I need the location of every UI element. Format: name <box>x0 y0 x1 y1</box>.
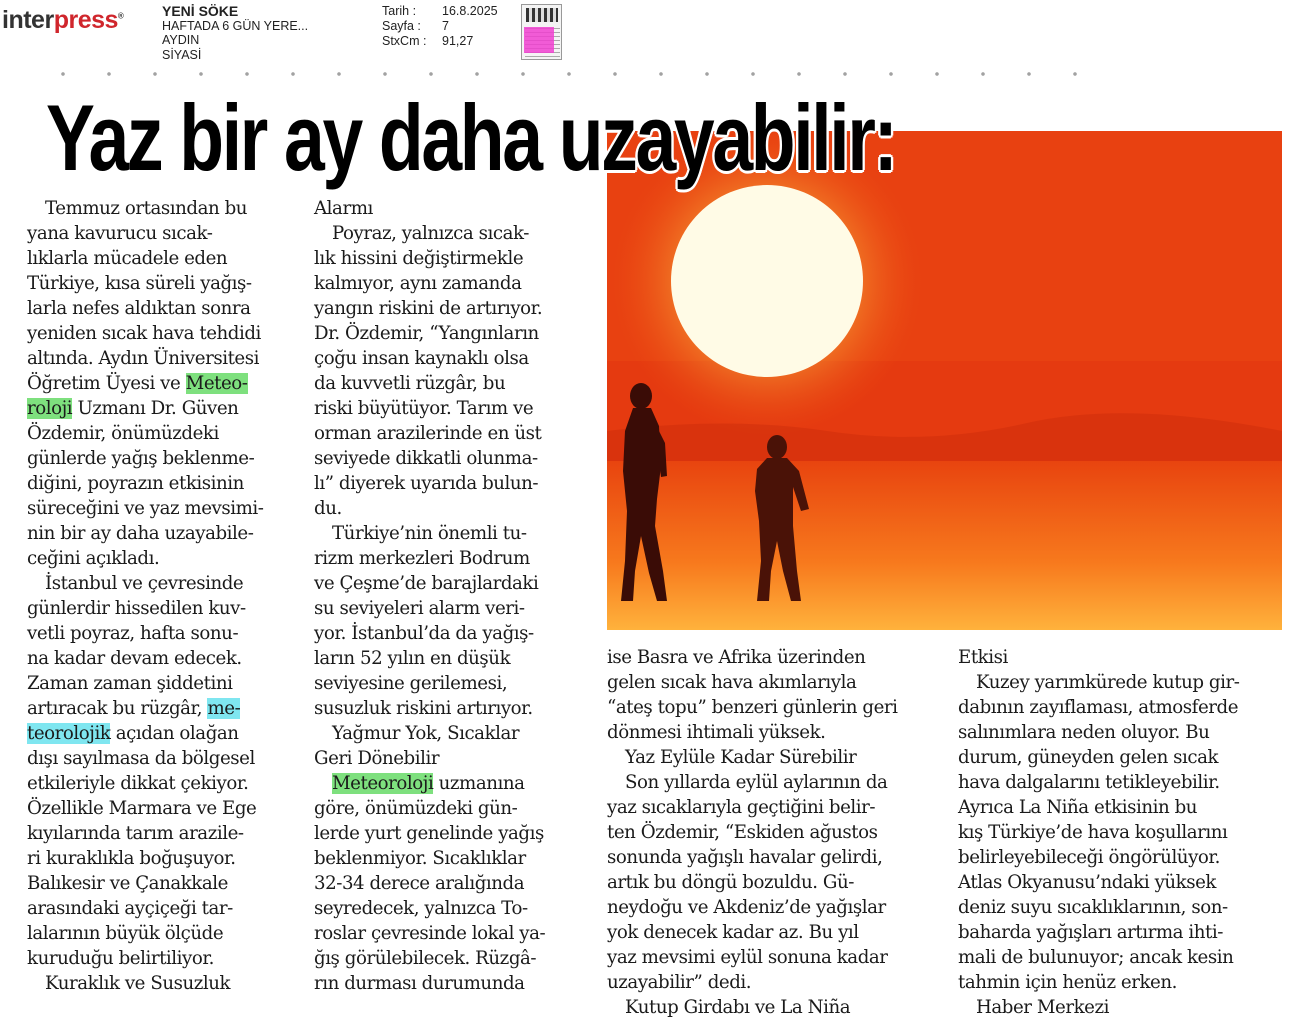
article-line: sonunda yağışlı havalar gelirdi, <box>607 847 883 868</box>
stxcm-label: StxCm : <box>382 34 427 48</box>
publication-city: AYDIN <box>162 33 200 47</box>
article-line: Türkiye’nin önemli tu- <box>332 523 527 544</box>
article-line: yaz sıcaklarıyla geçtiğini belir- <box>607 797 876 818</box>
clipped-previous-article-edge <box>40 68 1100 80</box>
article-line: İstanbul ve çevresinde <box>45 573 244 594</box>
article-line: “ateş topu” benzeri günlerin geri <box>607 697 898 718</box>
article-line: yaz mevsimi eylül sonuna kadar <box>607 947 888 968</box>
article-column-4 <box>958 645 1293 1020</box>
article-line: günlerdir hissedilen kuv- <box>27 598 246 619</box>
article-line: artıracak bu rüzgâr, me- <box>27 698 241 719</box>
article-line: 32-34 derece aralığında <box>314 873 525 894</box>
article-line: Dr. Özdemir, “Yangınların <box>314 323 539 344</box>
article-column-3 <box>607 645 942 1020</box>
article-line: süreceğini ve yaz mevsimi- <box>27 498 264 519</box>
article-line: Kuzey yarımkürede kutup gir- <box>976 672 1240 693</box>
article-line: teorolojik açıdan olağan <box>27 723 239 744</box>
article-line: Geri Dönebilir <box>314 748 440 769</box>
date-label: Tarih : <box>382 4 417 18</box>
article-line: lık hissini değiştirmekle <box>314 248 524 269</box>
clipping-info <box>382 4 532 49</box>
article-line: yeniden sıcak hava tehdidi <box>27 323 261 344</box>
article-line: göre, önümüzdeki gün- <box>314 798 518 819</box>
article-line: ceğini açıkladı. <box>27 548 160 569</box>
article-line: Meteoroloji uzmanına <box>332 773 525 794</box>
article-line: Zaman zaman şiddetini <box>27 673 233 694</box>
article-line: ten Özdemir, “Eskiden ağustos <box>607 822 878 843</box>
article-line: kalmıyor, aynı zamanda <box>314 273 522 294</box>
article-line: seyredecek, yalnızca To- <box>314 898 528 919</box>
article-line: roslar çevresinde lokal ya- <box>314 923 546 944</box>
article-line: Özdemir, önümüzdeki <box>27 423 219 444</box>
article-line: salınımlara neden oluyor. Bu <box>958 722 1210 743</box>
thumbnail-figures <box>526 8 558 22</box>
sunset-two-silhouettes-photo <box>607 131 1282 630</box>
highlighted-keyword: me- <box>207 698 241 719</box>
date-value: 16.8.2025 <box>442 4 498 18</box>
article-line: susuzluk riskini artırıyor. <box>314 698 533 719</box>
article-line: kıyılarında tarım arazile- <box>27 823 244 844</box>
article-line: lıklarla mücadele eden <box>27 248 228 269</box>
article-line: Özellikle Marmara ve Ege <box>27 798 257 819</box>
article-line: ri kuraklıkla boğuşuyor. <box>27 848 236 869</box>
article-line: arasındaki ayçiçeği tar- <box>27 898 233 919</box>
highlighted-keyword: teorolojik <box>27 723 111 744</box>
article-line: Temmuz ortasından bu <box>45 198 248 219</box>
article-line: lalarının büyük ölçüde <box>27 923 224 944</box>
article-line: da kuvvetli rüzgâr, bu <box>314 373 506 394</box>
article-line: yana kavurucu sıcak- <box>27 223 213 244</box>
article-line: su seviyeleri alarm veri- <box>314 598 525 619</box>
stxcm-value: 91,27 <box>442 34 474 48</box>
page-label: Sayfa : <box>382 19 421 33</box>
article-line: Haber Merkezi <box>976 997 1109 1018</box>
article-line: dışı sayılmasa da bölgesel <box>27 748 255 769</box>
article-column-2 <box>314 196 594 996</box>
article-line: ve Çeşme’de barajlardaki <box>314 573 539 594</box>
photo-illustration <box>607 131 1282 630</box>
article-line: Etkisi <box>958 647 1008 668</box>
article-line: vetli poyraz, hafta sonu- <box>27 623 239 644</box>
article-line: kış Türkiye’de hava koşullarını <box>958 822 1228 843</box>
article-line: artık bu döngü bozuldu. Gü- <box>607 872 854 893</box>
page-value: 7 <box>442 19 449 33</box>
article-line: Yağmur Yok, Sıcaklar <box>332 723 520 744</box>
publication-category: SİYASİ <box>162 47 202 62</box>
article-line: yangın riskini de artırıyor. <box>314 298 543 319</box>
article-line: Kuraklık ve Susuzluk <box>45 973 231 994</box>
highlighted-keyword: Meteo- <box>185 373 248 394</box>
highlighted-keyword: roloji <box>27 398 73 419</box>
article-line: dönmesi ihtimali yüksek. <box>607 722 826 743</box>
article-line: deniz suyu sıcaklıklarının, son- <box>958 897 1228 918</box>
page-thumbnail[interactable] <box>521 4 562 60</box>
article-line: riski büyütüyor. Tarım ve <box>314 398 534 419</box>
publication-name: YENİ SÖKE <box>162 3 239 19</box>
interpress-logo: interpress® <box>2 6 124 34</box>
article-line: lerde yurt genelinde yağış <box>314 823 544 844</box>
article-line: diğini, poyrazın etkisinin <box>27 473 244 494</box>
article-line: baharda yağışları artırma ihti- <box>958 922 1223 943</box>
article-line: kuruduğu belirtiliyor. <box>27 948 214 969</box>
thumbnail-article-highlight <box>524 27 554 53</box>
article-line: Öğretim Üyesi ve Meteo- <box>27 373 248 394</box>
article-line: Türkiye, kısa süreli yağış- <box>27 273 252 294</box>
article-line: nin bir ay daha uzayabile- <box>27 523 254 544</box>
article-line: lı” diyerek uyarıda bulun- <box>314 473 539 494</box>
article-line: beklenmiyor. Sıcaklıklar <box>314 848 526 869</box>
article-line: yor. İstanbul’da da yağış- <box>314 623 534 644</box>
article-line: Ayrıca La Niña etkisinin bu <box>958 797 1198 818</box>
article-line: çoğu insan kaynaklı olsa <box>314 348 529 369</box>
article-line: ğış görülebilecek. Rüzgâ- <box>314 948 537 969</box>
article-line: dabının zayıflaması, atmosferde <box>958 697 1239 718</box>
article-line: na kadar devam edecek. <box>27 648 242 669</box>
article-line: Alarmı <box>314 198 373 219</box>
article-line: neydoğu ve Akdeniz’de yağışlar <box>607 897 886 918</box>
article-line: ise Basra ve Afrika üzerinden <box>607 647 866 668</box>
article-line: rizm merkezleri Bodrum <box>314 548 530 569</box>
article-line: roloji Uzmanı Dr. Güven <box>27 398 239 419</box>
article-line: durum, güneyden gelen sıcak <box>958 747 1219 768</box>
article-line: altında. Aydın Üniversitesi <box>27 348 259 369</box>
article-line: gelen sıcak hava akımlarıyla <box>607 672 857 693</box>
article-line: Yaz Eylüle Kadar Sürebilir <box>625 747 857 768</box>
publication-info <box>162 4 308 62</box>
article-line: orman arazilerinde en üst <box>314 423 542 444</box>
article-line: mali de bulunuyor; ancak kesin <box>958 947 1234 968</box>
article-line: seviyede dikkatli olunma- <box>314 448 538 469</box>
sun-icon <box>671 185 863 377</box>
article-line: uzayabilir” dedi. <box>607 972 752 993</box>
article-line: seviyesine gerilemesi, <box>314 673 508 694</box>
article-line: Son yıllarda eylül aylarının da <box>625 772 888 793</box>
article-line: Atlas Okyanusu’ndaki yüksek <box>958 872 1216 893</box>
article-line: hava dalgalarını tetikleyebilir. <box>958 772 1220 793</box>
publication-frequency: HAFTADA 6 GÜN YERE... <box>162 18 309 33</box>
article-line: günlerde yağış beklenme- <box>27 448 255 469</box>
highlighted-keyword: Meteoroloji <box>332 773 434 794</box>
article-line: belirleyebileceği öngörülüyor. <box>958 847 1220 868</box>
article-line: Balıkesir ve Çanakkale <box>27 873 228 894</box>
article-line: rın durması durumunda <box>314 973 525 994</box>
article-headline: Yaz bir ay daha uzayabilir: <box>46 85 896 190</box>
article-line: larla nefes aldıktan sonra <box>27 298 251 319</box>
article-line: tahmin için henüz erken. <box>958 972 1177 993</box>
article-column-1 <box>27 196 297 996</box>
article-line: ların 52 yılın en düşük <box>314 648 511 669</box>
article-line: Poyraz, yalnızca sıcak- <box>332 223 529 244</box>
article-line: etkileriyle dikkat çekiyor. <box>27 773 249 794</box>
article-line: du. <box>314 498 342 519</box>
article-line: yok denecek kadar az. Bu yıl <box>607 922 859 943</box>
article-line: Kutup Girdabı ve La Niña <box>625 997 851 1018</box>
